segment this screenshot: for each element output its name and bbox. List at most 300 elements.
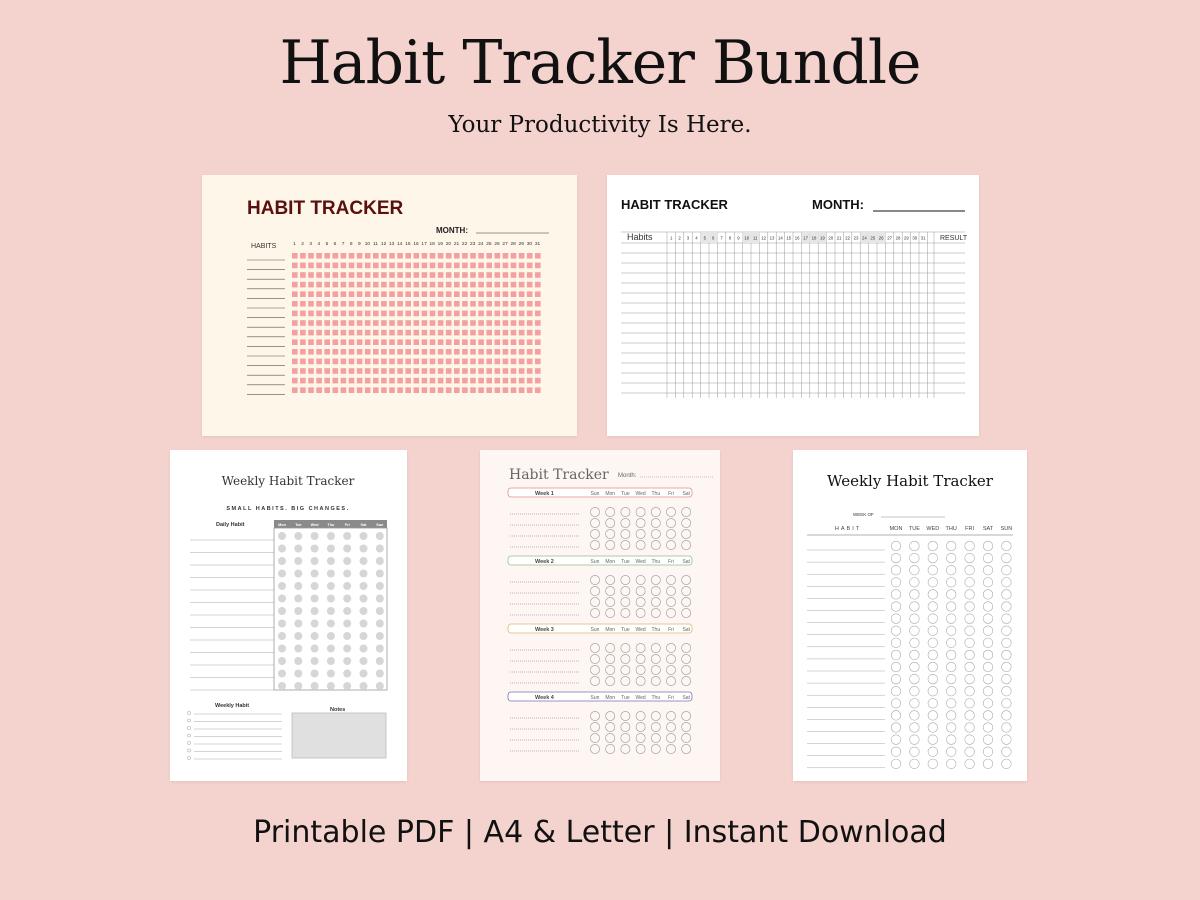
habit-circle bbox=[636, 597, 645, 606]
habit-circle bbox=[651, 722, 660, 731]
habit-box bbox=[446, 272, 452, 278]
habit-box bbox=[381, 272, 387, 278]
habit-box bbox=[430, 368, 436, 374]
day-label: Sat bbox=[682, 627, 690, 633]
habit-box bbox=[405, 263, 411, 269]
habit-box bbox=[316, 282, 322, 288]
habit-box bbox=[349, 320, 355, 326]
habit-dot bbox=[294, 532, 302, 540]
habit-box bbox=[341, 330, 347, 336]
habit-circle bbox=[910, 626, 920, 636]
day-label: Sun bbox=[590, 491, 600, 497]
habit-box bbox=[503, 272, 509, 278]
habit-box bbox=[300, 359, 306, 365]
habit-box bbox=[381, 263, 387, 269]
habit-box bbox=[349, 301, 355, 307]
habit-circle bbox=[682, 518, 691, 527]
day-number: 9 bbox=[737, 235, 740, 241]
habit-circle bbox=[910, 614, 920, 624]
habit-box bbox=[397, 282, 403, 288]
habit-box bbox=[397, 263, 403, 269]
habit-circle bbox=[965, 578, 975, 588]
card-weekly-grey-daily-label: Daily Habit bbox=[216, 522, 245, 528]
habit-box bbox=[365, 263, 371, 269]
weekly-bullet bbox=[187, 711, 190, 714]
habit-circle bbox=[1002, 686, 1012, 696]
habit-box bbox=[422, 349, 428, 355]
habit-circle bbox=[910, 590, 920, 600]
habit-box bbox=[316, 311, 322, 317]
habit-box bbox=[486, 311, 492, 317]
habit-dot bbox=[360, 582, 368, 590]
habit-box bbox=[373, 253, 379, 259]
weekly-grey-preview bbox=[170, 450, 407, 781]
habit-box bbox=[446, 387, 452, 393]
habit-dot bbox=[376, 657, 384, 665]
habit-box bbox=[535, 378, 541, 384]
habit-circle bbox=[1002, 541, 1012, 551]
habit-box bbox=[365, 320, 371, 326]
habit-box bbox=[478, 301, 484, 307]
habit-circle bbox=[910, 578, 920, 588]
habit-circle bbox=[910, 662, 920, 672]
habit-box bbox=[349, 253, 355, 259]
habit-box bbox=[365, 272, 371, 278]
habit-box bbox=[535, 339, 541, 345]
habit-circle bbox=[965, 759, 975, 769]
habit-dot bbox=[278, 657, 286, 665]
habit-circle bbox=[682, 665, 691, 674]
habit-circle bbox=[651, 529, 660, 538]
habit-box bbox=[535, 263, 541, 269]
habit-circle bbox=[891, 602, 901, 612]
habit-dot bbox=[343, 607, 351, 615]
habit-box bbox=[495, 378, 501, 384]
habit-circle bbox=[965, 553, 975, 563]
habit-dot bbox=[343, 632, 351, 640]
day-number: 21 bbox=[836, 235, 842, 241]
habit-circle bbox=[651, 733, 660, 742]
habit-box bbox=[381, 387, 387, 393]
weekly-bullet bbox=[187, 749, 190, 752]
day-label: Tue bbox=[621, 627, 630, 633]
habit-box bbox=[365, 359, 371, 365]
habit-circle bbox=[983, 759, 993, 769]
habit-circle bbox=[606, 575, 615, 584]
habit-circle bbox=[636, 665, 645, 674]
habit-box bbox=[495, 291, 501, 297]
habit-circle bbox=[946, 650, 956, 660]
habit-circle bbox=[1002, 662, 1012, 672]
habit-box bbox=[397, 359, 403, 365]
habit-box bbox=[486, 330, 492, 336]
habit-circle bbox=[682, 608, 691, 617]
habit-box bbox=[527, 320, 533, 326]
habit-box bbox=[438, 378, 444, 384]
habit-circle bbox=[965, 686, 975, 696]
habit-box bbox=[405, 253, 411, 259]
habit-circle bbox=[965, 650, 975, 660]
habit-box bbox=[333, 291, 339, 297]
habit-box bbox=[333, 378, 339, 384]
habit-circle bbox=[1002, 723, 1012, 733]
habit-circle bbox=[946, 590, 956, 600]
habit-circle bbox=[606, 507, 615, 516]
card-monthly-weeks-month-label: Month: bbox=[618, 473, 637, 479]
habit-circle bbox=[928, 662, 938, 672]
habit-box bbox=[292, 349, 298, 355]
habit-dot bbox=[343, 645, 351, 653]
habit-circle bbox=[651, 518, 660, 527]
card-monthly-grid-habits-label: Habits bbox=[627, 232, 653, 242]
day-label: Sun bbox=[590, 559, 600, 565]
day-number: 11 bbox=[373, 242, 378, 247]
habit-dot bbox=[343, 545, 351, 553]
habit-dot bbox=[376, 557, 384, 565]
habit-circle bbox=[891, 662, 901, 672]
habit-circle bbox=[983, 614, 993, 624]
habit-box bbox=[373, 282, 379, 288]
habit-box bbox=[373, 320, 379, 326]
day-number: 25 bbox=[486, 242, 492, 247]
day-label: Mon bbox=[605, 695, 616, 701]
card-monthly-weeks bbox=[480, 450, 720, 781]
day-number: 16 bbox=[794, 235, 800, 241]
habit-circle bbox=[651, 608, 660, 617]
day-label: Sat bbox=[682, 559, 690, 565]
day-number: 22 bbox=[461, 242, 468, 247]
habit-box bbox=[430, 253, 436, 259]
habit-box bbox=[486, 349, 492, 355]
habit-box bbox=[365, 330, 371, 336]
habit-circle bbox=[983, 735, 993, 745]
habit-box bbox=[414, 311, 420, 317]
habit-dot bbox=[278, 582, 286, 590]
habit-box bbox=[470, 301, 476, 307]
habit-box bbox=[324, 263, 330, 269]
habit-box bbox=[324, 349, 330, 355]
habit-box bbox=[292, 378, 298, 384]
habit-circle bbox=[621, 722, 630, 731]
habit-circle bbox=[946, 541, 956, 551]
habit-box bbox=[430, 359, 436, 365]
habit-circle bbox=[1002, 650, 1012, 660]
day-label: Fri bbox=[668, 627, 674, 633]
habit-circle bbox=[651, 507, 660, 516]
card-weekly-grey-notes-label: Notes bbox=[330, 707, 346, 713]
habit-box bbox=[316, 301, 322, 307]
habit-circle bbox=[636, 711, 645, 720]
habit-box bbox=[446, 359, 452, 365]
day-number: 15 bbox=[786, 235, 792, 241]
habit-circle bbox=[651, 597, 660, 606]
habit-box bbox=[405, 320, 411, 326]
habit-circle bbox=[636, 643, 645, 652]
habit-box bbox=[503, 253, 509, 259]
day-number: 2 bbox=[301, 242, 304, 247]
day-number: 17 bbox=[803, 235, 808, 241]
habit-dot bbox=[294, 657, 302, 665]
habit-box bbox=[324, 378, 330, 384]
habit-box bbox=[422, 368, 428, 374]
day-label: Wed bbox=[635, 559, 646, 565]
habit-box bbox=[349, 368, 355, 374]
habit-box bbox=[349, 282, 355, 288]
habit-box bbox=[316, 291, 322, 297]
habit-box bbox=[405, 349, 411, 355]
day-number: 14 bbox=[397, 242, 403, 247]
habit-box bbox=[357, 253, 363, 259]
habit-box bbox=[405, 301, 411, 307]
habit-box bbox=[300, 387, 306, 393]
habit-circle bbox=[946, 674, 956, 684]
habit-circle bbox=[891, 626, 901, 636]
habit-circle bbox=[983, 674, 993, 684]
habit-dot bbox=[294, 570, 302, 578]
habit-box bbox=[503, 282, 509, 288]
habit-circle bbox=[946, 553, 956, 563]
habit-circle bbox=[636, 540, 645, 549]
habit-box bbox=[324, 282, 330, 288]
habit-box bbox=[495, 263, 501, 269]
habit-box bbox=[422, 330, 428, 336]
habit-circle bbox=[621, 597, 630, 606]
habit-circle bbox=[891, 759, 901, 769]
habit-box bbox=[470, 387, 476, 393]
habit-circle bbox=[965, 662, 975, 672]
habit-dot bbox=[311, 570, 319, 578]
habit-box bbox=[365, 253, 371, 259]
habit-box bbox=[365, 339, 371, 345]
habit-box bbox=[357, 339, 363, 345]
habit-circle bbox=[983, 686, 993, 696]
habit-circle bbox=[666, 507, 675, 516]
habit-box bbox=[438, 301, 444, 307]
habit-box bbox=[478, 320, 484, 326]
habit-box bbox=[470, 339, 476, 345]
habit-circle bbox=[910, 759, 920, 769]
day-number: 29 bbox=[904, 235, 909, 241]
habit-circle bbox=[928, 759, 938, 769]
habit-box bbox=[470, 263, 476, 269]
habit-box bbox=[478, 359, 484, 365]
habit-box bbox=[389, 301, 395, 307]
habit-circle bbox=[946, 759, 956, 769]
habit-box bbox=[308, 378, 314, 384]
habit-box bbox=[333, 339, 339, 345]
habit-circle bbox=[636, 722, 645, 731]
habit-circle bbox=[636, 507, 645, 516]
habit-dot bbox=[294, 682, 302, 690]
habit-box bbox=[527, 311, 533, 317]
habit-box bbox=[300, 349, 306, 355]
day-number: 26 bbox=[878, 235, 884, 241]
day-number: 4 bbox=[695, 235, 698, 241]
habit-box bbox=[527, 272, 533, 278]
habit-circle bbox=[636, 586, 645, 595]
weekly-circles-preview bbox=[793, 450, 1027, 781]
habit-dot bbox=[327, 532, 335, 540]
habit-box bbox=[365, 387, 371, 393]
monthly-grid-preview bbox=[607, 175, 979, 436]
habit-box bbox=[486, 387, 492, 393]
habit-circle bbox=[590, 518, 599, 527]
habit-circle bbox=[946, 723, 956, 733]
habit-box bbox=[389, 368, 395, 374]
habit-box bbox=[446, 263, 452, 269]
habit-box bbox=[389, 378, 395, 384]
habit-dot bbox=[327, 545, 335, 553]
page-title: Habit Tracker Bundle bbox=[279, 28, 921, 98]
habit-circle bbox=[606, 540, 615, 549]
habit-circle bbox=[590, 665, 599, 674]
habit-box bbox=[414, 301, 420, 307]
card-weekly-circles bbox=[793, 450, 1027, 781]
habit-box bbox=[341, 387, 347, 393]
habit-box bbox=[486, 282, 492, 288]
habit-circle bbox=[590, 643, 599, 652]
habit-box bbox=[405, 368, 411, 374]
habit-box bbox=[300, 301, 306, 307]
habit-dot bbox=[311, 620, 319, 628]
weekly-bullet bbox=[187, 719, 190, 722]
habit-box bbox=[373, 359, 379, 365]
habit-box bbox=[454, 359, 460, 365]
habit-dot bbox=[360, 595, 368, 603]
habit-box bbox=[341, 291, 347, 297]
habit-box bbox=[430, 301, 436, 307]
habit-dot bbox=[278, 545, 286, 553]
habit-box bbox=[324, 368, 330, 374]
habit-box bbox=[422, 378, 428, 384]
monthly-pink-preview bbox=[202, 175, 577, 436]
habit-circle bbox=[928, 735, 938, 745]
habit-box bbox=[511, 378, 517, 384]
habit-box bbox=[527, 378, 533, 384]
habit-box bbox=[486, 301, 492, 307]
habit-circle bbox=[928, 553, 938, 563]
habit-circle bbox=[682, 586, 691, 595]
day-label: Tue bbox=[295, 523, 302, 527]
habit-circle bbox=[965, 590, 975, 600]
card-weekly-circles-title: Weekly Habit Tracker bbox=[827, 472, 993, 490]
day-number: 10 bbox=[744, 235, 750, 241]
habit-box bbox=[365, 282, 371, 288]
habit-circle bbox=[946, 626, 956, 636]
weekly-bullet bbox=[187, 741, 190, 744]
habit-box bbox=[300, 282, 306, 288]
habit-box bbox=[422, 320, 428, 326]
habit-box bbox=[462, 291, 468, 297]
day-label: Sat bbox=[360, 523, 367, 527]
habit-box bbox=[349, 378, 355, 384]
habit-box bbox=[365, 291, 371, 297]
habit-circle bbox=[891, 674, 901, 684]
habit-box bbox=[503, 311, 509, 317]
habit-box bbox=[486, 291, 492, 297]
habit-circle bbox=[983, 541, 993, 551]
habit-dot bbox=[278, 570, 286, 578]
habit-box bbox=[535, 320, 541, 326]
habit-circle bbox=[666, 665, 675, 674]
habit-box bbox=[341, 368, 347, 374]
day-number: 15 bbox=[405, 242, 411, 247]
habit-dot bbox=[278, 557, 286, 565]
day-number: 2 bbox=[678, 235, 681, 241]
habit-box bbox=[527, 253, 533, 259]
habit-circle bbox=[590, 586, 599, 595]
habit-circle bbox=[983, 590, 993, 600]
habit-box bbox=[454, 378, 460, 384]
habit-box bbox=[341, 378, 347, 384]
habit-box bbox=[316, 253, 322, 259]
habit-box bbox=[478, 311, 484, 317]
habit-box bbox=[381, 359, 387, 365]
habit-box bbox=[430, 311, 436, 317]
habit-box bbox=[535, 311, 541, 317]
habit-circle bbox=[621, 518, 630, 527]
habit-box bbox=[470, 368, 476, 374]
day-label: Fri bbox=[668, 559, 674, 565]
habit-circle bbox=[928, 638, 938, 648]
habit-circle bbox=[910, 638, 920, 648]
habit-box bbox=[478, 368, 484, 374]
habit-box bbox=[341, 272, 347, 278]
habit-box bbox=[454, 282, 460, 288]
day-label: Mon bbox=[605, 559, 616, 565]
habit-circle bbox=[946, 747, 956, 757]
habit-circle bbox=[621, 575, 630, 584]
habit-dot bbox=[343, 595, 351, 603]
habit-dot bbox=[360, 682, 368, 690]
habit-box bbox=[527, 359, 533, 365]
habit-box bbox=[503, 339, 509, 345]
habit-dot bbox=[311, 670, 319, 678]
card-monthly-pink-title: HABIT TRACKER bbox=[247, 198, 404, 219]
habit-circle bbox=[891, 638, 901, 648]
habit-circle bbox=[651, 540, 660, 549]
day-number: 25 bbox=[870, 235, 876, 241]
habit-box bbox=[454, 301, 460, 307]
habit-box bbox=[357, 282, 363, 288]
habit-box bbox=[397, 320, 403, 326]
habit-circle bbox=[946, 711, 956, 721]
day-number: 27 bbox=[502, 242, 508, 247]
habit-circle bbox=[606, 597, 615, 606]
habit-circle bbox=[983, 553, 993, 563]
habit-box bbox=[519, 311, 525, 317]
habit-circle bbox=[983, 662, 993, 672]
habit-dot bbox=[294, 645, 302, 653]
habit-circle bbox=[965, 735, 975, 745]
habit-box bbox=[511, 359, 517, 365]
habit-box bbox=[373, 387, 379, 393]
habit-dot bbox=[311, 682, 319, 690]
habit-box bbox=[397, 291, 403, 297]
habit-dot bbox=[360, 657, 368, 665]
habit-box bbox=[308, 272, 314, 278]
habit-box bbox=[511, 263, 517, 269]
habit-box bbox=[373, 368, 379, 374]
habit-box bbox=[527, 291, 533, 297]
habit-circle bbox=[682, 733, 691, 742]
habit-box bbox=[519, 272, 525, 278]
day-label: Tue bbox=[621, 559, 630, 565]
day-number: 20 bbox=[828, 235, 834, 241]
habit-dot bbox=[294, 582, 302, 590]
day-label: Mon bbox=[278, 523, 286, 527]
habit-box bbox=[422, 282, 428, 288]
